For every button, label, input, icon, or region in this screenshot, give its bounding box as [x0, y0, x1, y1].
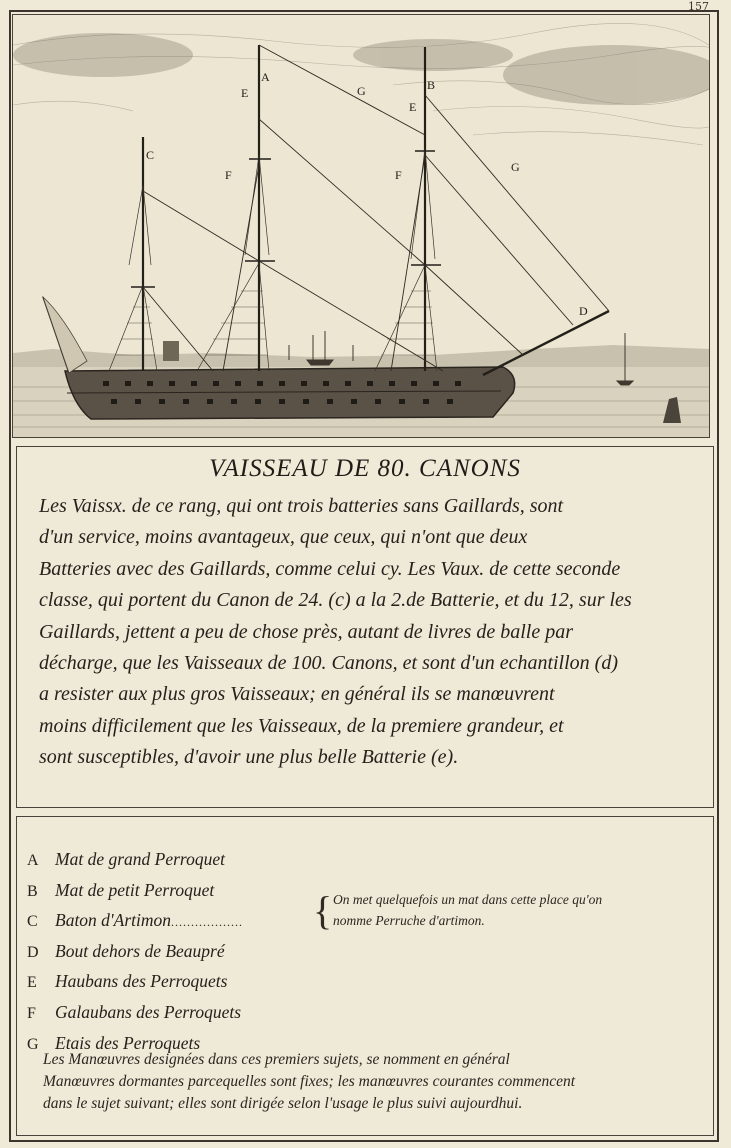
- footnote-line: dans le sujet suivant; elles sont dirigée selon l'usage le plus suivi aujourdhui.: [43, 1095, 523, 1112]
- plate-label-e1: E: [241, 86, 249, 100]
- description-line: sont susceptibles, d'avoir une plus belle Batterie (e).: [39, 746, 459, 769]
- legend-letter: E: [27, 974, 37, 992]
- plate-label-c: C: [146, 148, 155, 162]
- plate-title: VAISSEAU DE 80. CANONS: [209, 455, 521, 482]
- footnote: [43, 1049, 703, 1115]
- legend-list: [27, 845, 243, 1059]
- description-line: d'un service, moins avantageux, que ceux, qui n'ont que deux: [39, 526, 528, 549]
- legend-text: Etais des Perroquets: [55, 1032, 201, 1053]
- legend-item-e: [27, 967, 243, 998]
- description-line: Batteries avec des Gaillards, comme celui cy. Les Vaux. de cette seconde: [39, 557, 621, 580]
- plate-label-f2: F: [395, 168, 402, 182]
- legend-letter: C: [27, 913, 38, 931]
- description-line: Les Vaissx. de ce rang, qui ont trois batteries sans Gaillards, sont: [39, 495, 564, 517]
- description-line: moins difficilement que les Vaisseaux, de la premiere grandeur, et: [39, 714, 564, 737]
- legend-text: Haubans des Perroquets: [55, 971, 228, 992]
- legend-letter: D: [27, 943, 39, 961]
- description-panel: [16, 446, 714, 808]
- legend-item-c: [27, 906, 243, 937]
- plate-label-f1: F: [225, 168, 232, 182]
- legend-letter: A: [27, 852, 39, 869]
- plate-label-d: D: [579, 304, 588, 318]
- plate-label-g2: G: [511, 160, 520, 174]
- page-number: 157: [688, 0, 709, 13]
- plate-label-b: B: [427, 78, 436, 92]
- legend-letter: F: [27, 1004, 36, 1022]
- legend-letter: B: [27, 882, 38, 900]
- footnote-line: Manœuvres dormantes parcequelles sont fixes; les manœuvres courantes commencent: [43, 1073, 576, 1090]
- legend-letter: G: [27, 1035, 39, 1053]
- ship-engraving: [12, 14, 710, 438]
- description-text: [39, 491, 701, 774]
- legend-item-a: [27, 845, 243, 876]
- legend-dots: ..................: [171, 915, 244, 930]
- legend-item-d: [27, 937, 243, 968]
- description-line: classe, qui portent du Canon de 24. (c) a la 2.de Batterie, et du 12, sur les: [39, 589, 632, 612]
- legend-item-b: [27, 876, 243, 907]
- plate-label-a: A: [261, 70, 270, 84]
- side-note-line: nomme Perruche d'artimon.: [333, 913, 485, 928]
- legend-text: Mat de grand Perroquet: [55, 849, 225, 869]
- plate-label-e2: E: [409, 100, 417, 114]
- legend-text: Baton d'Artimon: [55, 910, 172, 931]
- side-note: [333, 889, 713, 931]
- legend-text: Galaubans des Perroquets: [55, 1001, 242, 1022]
- brace-symbol: {: [313, 888, 333, 933]
- legend-panel: [16, 816, 714, 1136]
- legend-item-f: [27, 998, 243, 1029]
- description-line: Gaillards, jettent a peu de chose près, autant de livres de balle par: [39, 620, 573, 643]
- ship-illustration: [13, 15, 709, 437]
- plate-label-g1: G: [357, 84, 366, 98]
- side-note-line: On met quelquefois un mat dans cette place qu'on: [333, 892, 603, 907]
- description-line: a resister aux plus gros Vaisseaux; en général ils se manœuvrent: [39, 683, 555, 706]
- footnote-line: Les Manœuvres designées dans ces premiers sujets, se nomment en général: [43, 1051, 510, 1068]
- legend-text: Bout dehors de Beaupré: [55, 940, 225, 961]
- legend-text: Mat de petit Perroquet: [55, 879, 215, 900]
- description-line: décharge, que les Vaisseaux de 100. Canons, et sont d'un echantillon (d): [39, 652, 618, 675]
